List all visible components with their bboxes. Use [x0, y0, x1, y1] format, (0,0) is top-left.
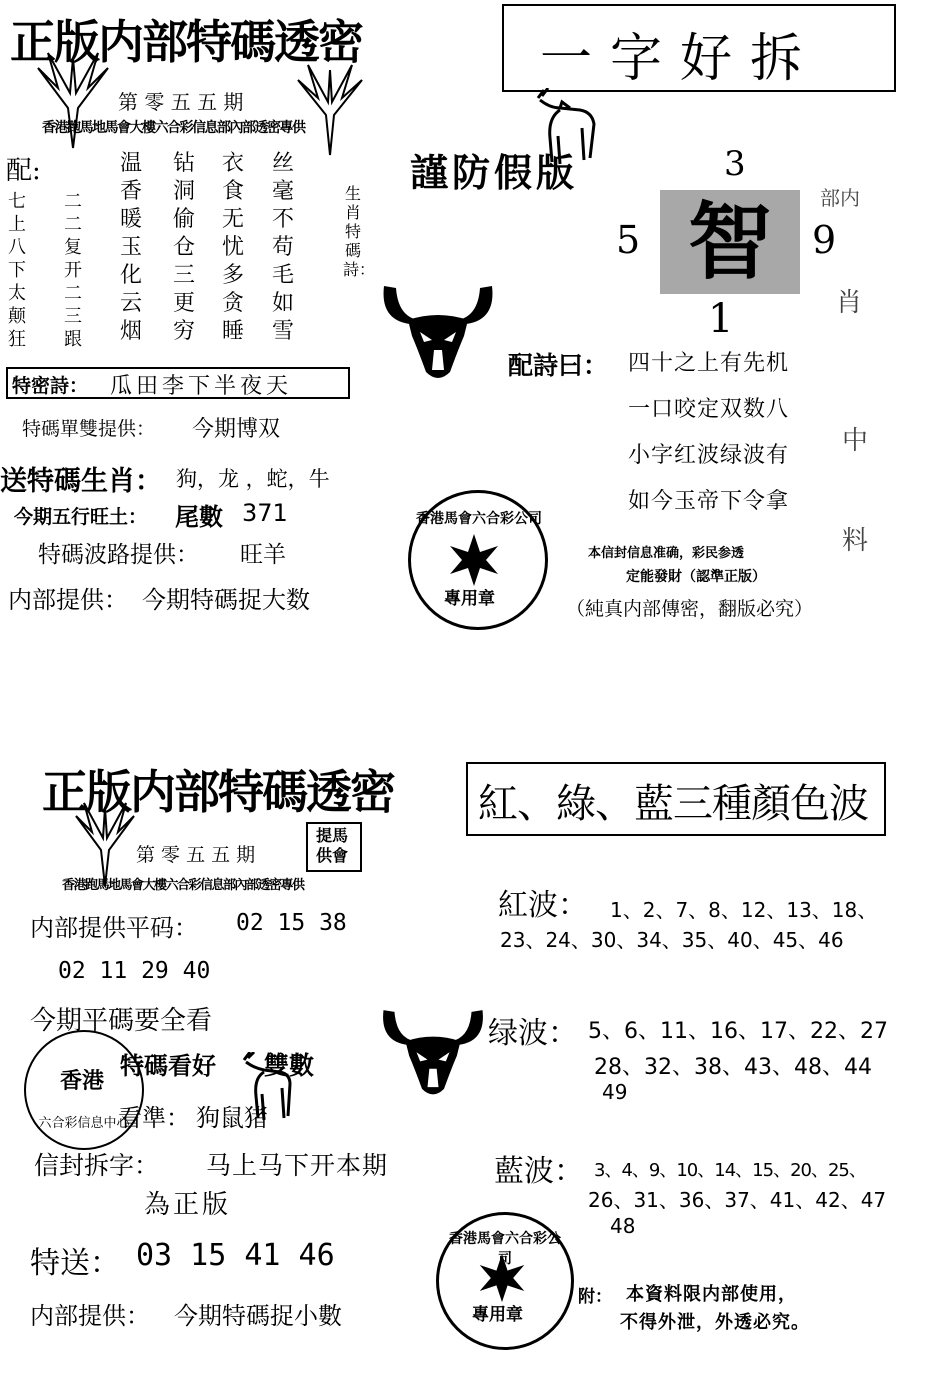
secret-poem-label: 特密詩： [12, 375, 89, 397]
green-wave-line: 5、6、11、16、17、22、27 [588, 1019, 888, 1044]
big-char: 智 [688, 192, 773, 291]
bottom-inside-value: 今期特碼捉小數 [174, 1302, 342, 1330]
star-icon [476, 1252, 528, 1304]
number-bottom: 1 [708, 296, 734, 342]
send-value: 03 15 41 46 [136, 1238, 335, 1273]
warn-number: 3 [724, 144, 746, 184]
red-wave-line: 1、2、7、8、12、13、18、 [610, 898, 878, 922]
zodiac-label: 送特碼生肖： [0, 466, 162, 497]
footer-line: 不得外泄，外透必究。 [620, 1312, 810, 1333]
blue-wave-line: 26、31、36、37、41、42、47 [588, 1188, 887, 1212]
provider-line: 香港跑馬地馬會大樓六合彩信息部內部透密專供 [42, 120, 305, 136]
left-char: 八 [8, 237, 26, 258]
pei-char: 食 [222, 179, 245, 204]
aim-label: 看準： [118, 1104, 190, 1132]
special-label: 特碼看好 [120, 1052, 216, 1080]
number-right: 9 [812, 218, 837, 262]
stamp-center-text: 專用章 [472, 1305, 523, 1325]
stamp-center-text: 專用章 [444, 589, 495, 609]
red-wave-label: 紅波： [498, 888, 588, 923]
watch-all: 今期平碼要全看 [30, 1006, 213, 1036]
left-column [8, 190, 26, 351]
pei-char: 苟 [272, 235, 295, 260]
pei-char: 不 [272, 207, 295, 232]
footer-line: 本資料限内部使用， [626, 1284, 797, 1305]
info-stamp-ring: 六合彩信息中心 [38, 1116, 130, 1131]
pei-char: 烟 [120, 319, 143, 344]
left-char: 二 [64, 283, 82, 304]
side-stamp-text: 提馬供會 [316, 826, 349, 865]
bottom-provider: 香港跑馬地馬會大樓六合彩信息部內部透密專供 [62, 878, 304, 893]
pei-char: 忧 [222, 235, 245, 260]
pei-char: 雪 [272, 319, 295, 344]
bottom-inside-label: 内部提供： [30, 1302, 150, 1330]
pei-char: 云 [120, 291, 143, 316]
green-wave-line: 28、32、38、43、48、44 [594, 1055, 872, 1080]
pei-char: 毛 [272, 263, 295, 288]
star-icon [446, 532, 502, 588]
left-char: 狂 [8, 329, 26, 350]
vertical-note: 生肖特碼詩： [343, 184, 376, 279]
pei-char: 更 [173, 291, 196, 316]
pei-char: 玉 [120, 235, 143, 260]
poem-line: 如今玉帝下令拿 [628, 489, 790, 514]
pei-char: 香 [120, 179, 143, 204]
left-column [64, 190, 82, 351]
blue-wave-label: 藍波： [494, 1154, 584, 1189]
pei-column [173, 150, 195, 346]
left-char: 颠 [8, 306, 26, 327]
issue-number: 第 零 五 五 期 [118, 90, 244, 114]
pei-char: 三 [173, 263, 196, 288]
aim-value: 狗鼠猪 [196, 1104, 268, 1132]
pei-char: 如 [272, 291, 295, 316]
info-stamp-center: 香港 [60, 1069, 105, 1094]
send-label: 特送： [30, 1246, 120, 1281]
left-char: 上 [8, 214, 26, 235]
inside-label: 内部提供： [8, 586, 128, 614]
left-char: 太 [8, 283, 26, 304]
pei-char: 毫 [272, 179, 295, 204]
wave-title: 紅、綠、藍三種顏色波 [478, 781, 868, 827]
footer-label: 附： [578, 1287, 612, 1307]
blue-wave-line: 48 [610, 1214, 636, 1238]
pei-column [222, 150, 244, 346]
top-title: 正版内部特碼透密 [10, 15, 362, 69]
pei-char: 化 [120, 263, 143, 288]
eagle-icon [28, 48, 118, 158]
margin-fragment: 部内 [820, 186, 860, 210]
wave-value: 旺羊 [240, 542, 286, 568]
poem-line: 四十之上有先机 [628, 351, 790, 376]
one-word-title: 一字好拆 [540, 29, 821, 89]
zodiac-value: 狗，龙 ，蛇，牛 [176, 467, 330, 491]
pei-char: 无 [222, 207, 245, 232]
number-left: 5 [616, 218, 641, 262]
eagle-icon [290, 60, 370, 160]
red-wave-line: 23、24、30、34、35、40、45、46 [500, 928, 844, 952]
pei-char: 睡 [222, 319, 245, 344]
pei-column [272, 150, 294, 346]
flat-line2: 02 11 29 40 [58, 958, 211, 984]
left-char: 二 [64, 191, 82, 212]
inside-value: 今期特碼捉大数 [142, 586, 310, 614]
left-char: 二 [64, 214, 82, 235]
margin-fragment: 肖 [836, 288, 863, 318]
element-label: 今期五行旺土： [14, 506, 148, 528]
stamp-ring-text: 香港馬會六合彩公司 [416, 511, 542, 527]
pei-char: 丝 [272, 151, 295, 176]
pei-char: 衣 [222, 151, 245, 176]
pei-char: 多 [222, 263, 245, 288]
green-wave-line: 49 [602, 1080, 628, 1104]
pei-char: 穷 [173, 319, 196, 344]
notice-line: 本信封信息准确，彩民参透 [588, 546, 745, 561]
poem-line: 小字红波绿波有 [628, 443, 790, 468]
envelope-label: 信封拆字： [34, 1151, 160, 1180]
tail-value: 371 [242, 499, 288, 527]
left-char: 复 [64, 237, 82, 258]
flat-label: 内部提供平码： [30, 914, 198, 942]
poem-line: 一口咬定双数八 [628, 397, 790, 422]
pei-char: 暖 [120, 207, 143, 232]
left-char: 下 [8, 260, 26, 281]
bottom-issue: 第 零 五 五 期 [136, 844, 256, 866]
left-char: 开 [64, 260, 82, 281]
odd-even-label: 特碼單雙提供： [22, 418, 156, 440]
green-wave-label: 绿波： [488, 1016, 578, 1051]
margin-fragment: 中 [842, 426, 869, 456]
left-char: 三 [64, 306, 82, 327]
pei-char: 偷 [173, 207, 196, 232]
flat-value: 02 15 38 [236, 910, 347, 936]
pei-char: 洞 [173, 179, 196, 204]
left-char: 跟 [64, 329, 82, 350]
warn-text: 謹防假版 [410, 150, 579, 195]
notice-line: 定能發財（認準正版） [626, 569, 766, 585]
pei-char: 钻 [173, 151, 196, 176]
notice-line: （純真内部傳密，翻版必究） [566, 598, 814, 620]
odd-even-value: 今期博双 [192, 417, 281, 442]
pei-label: 配: [6, 156, 41, 186]
left-char: 七 [8, 191, 26, 212]
stamp-ring-text: 香港馬會六合彩公司 [449, 1231, 561, 1267]
pei-column [120, 150, 142, 346]
poem-label: 配詩曰： [508, 351, 609, 380]
envelope-value: 马上马下开本期 [206, 1151, 389, 1180]
margin-fragment: 料 [842, 526, 869, 556]
envelope-value2: 為正版 [144, 1190, 232, 1220]
bull-head-icon [378, 280, 498, 390]
bottom-title: 正版内部特碼透密 [42, 765, 394, 819]
bull-head-icon [378, 1002, 488, 1108]
wave-label: 特碼波路提供： [38, 542, 199, 568]
secret-poem: 瓜田李下半夜天 [110, 374, 293, 399]
special-value: 雙數 [264, 1051, 315, 1080]
pei-char: 仓 [173, 235, 196, 260]
tail-label: 尾數 [175, 503, 223, 531]
blue-wave-line: 3、4、9、10、14、15、20、25、 [594, 1160, 866, 1181]
pei-char: 贪 [222, 291, 245, 316]
pei-char: 温 [120, 151, 143, 176]
